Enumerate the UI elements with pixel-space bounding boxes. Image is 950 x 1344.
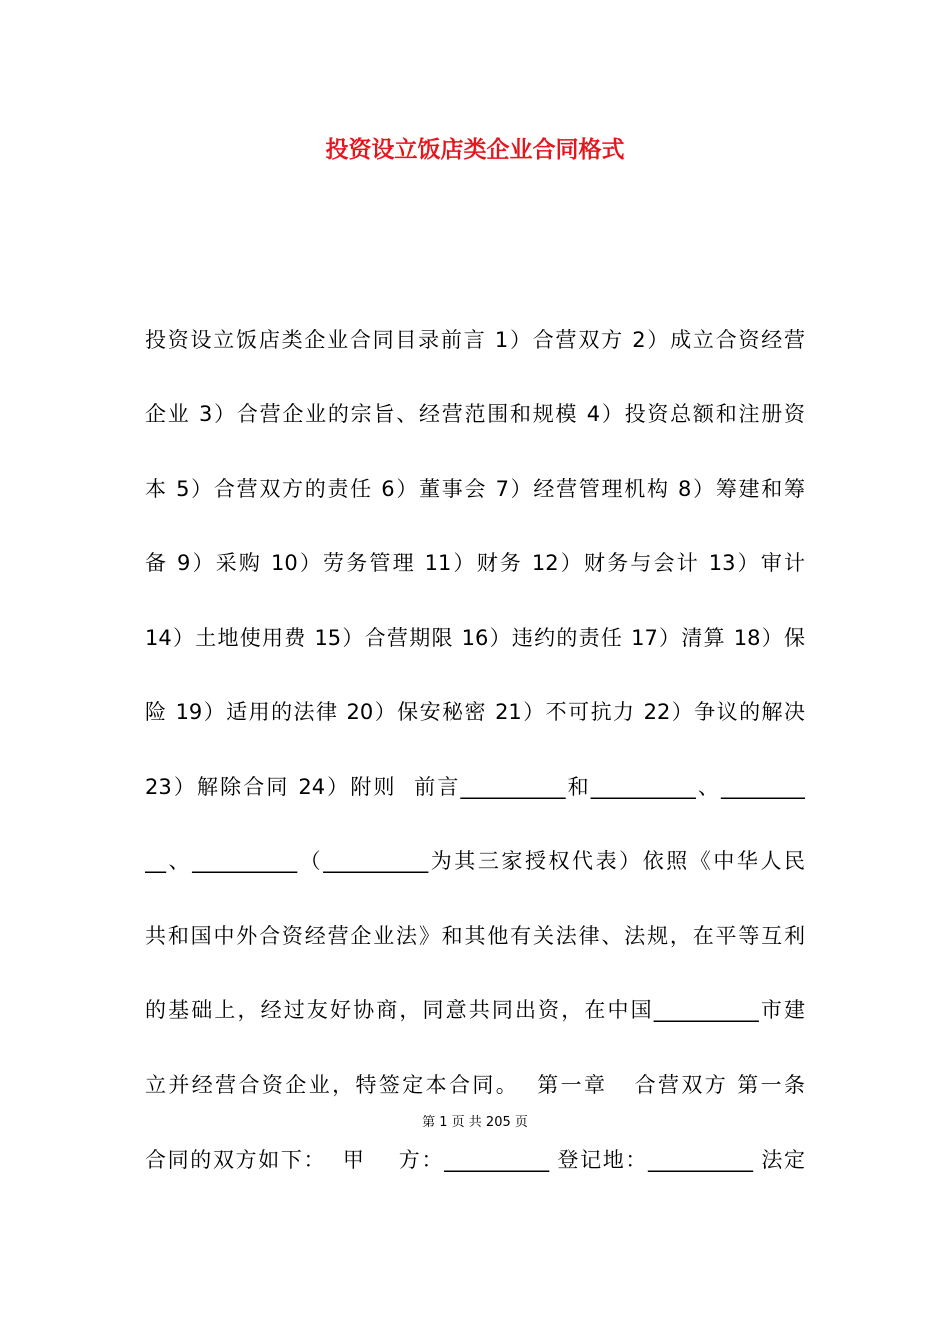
body-line-6: 险 19）适用的法律 20）保安秘密 21）不可抗力 22）争议的解决 <box>145 700 805 724</box>
body-line-9: 共和国中外合资经营企业法》和其他有关法律、法规，在平等互利 <box>145 924 805 948</box>
document-title: 投资设立饭店类企业合同格式 <box>325 137 625 163</box>
body-line-1: 投资设立饭店类企业合同目录前言 1）合营双方 2）成立合资经营 <box>145 328 805 352</box>
body-line-10: 的基础上，经过友好协商，同意共同出资，在中国__________市建 <box>145 998 805 1022</box>
body-line-2: 企业 3）合营企业的宗旨、经营范围和规模 4）投资总额和注册资 <box>145 402 805 426</box>
body-line-5: 14）土地使用费 15）合营期限 16）违约的责任 17）清算 18）保 <box>145 626 805 650</box>
body-line-3: 本 5）合营双方的责任 6）董事会 7）经营管理机构 8）筹建和筹 <box>145 477 805 501</box>
body-line-4: 备 9）采购 10）劳务管理 11）财务 12）财务与会计 13）审计 <box>145 551 805 575</box>
body-line-11: 立并经营合资企业，特签定本合同。 第一章 合营双方 第一条 <box>145 1073 805 1097</box>
page-footer: 第 1 页 共 205 页 <box>422 1115 528 1130</box>
body-line-8: __、__________（__________为其三家授权代表）依照《中华人民 <box>145 849 805 873</box>
body-line-7: 23）解除合同 24）附则 前言__________和__________、________ <box>145 775 805 799</box>
body-line-12: 合同的双方如下： 甲 方：__________ 登记地：__________ 法定 <box>145 1148 805 1172</box>
